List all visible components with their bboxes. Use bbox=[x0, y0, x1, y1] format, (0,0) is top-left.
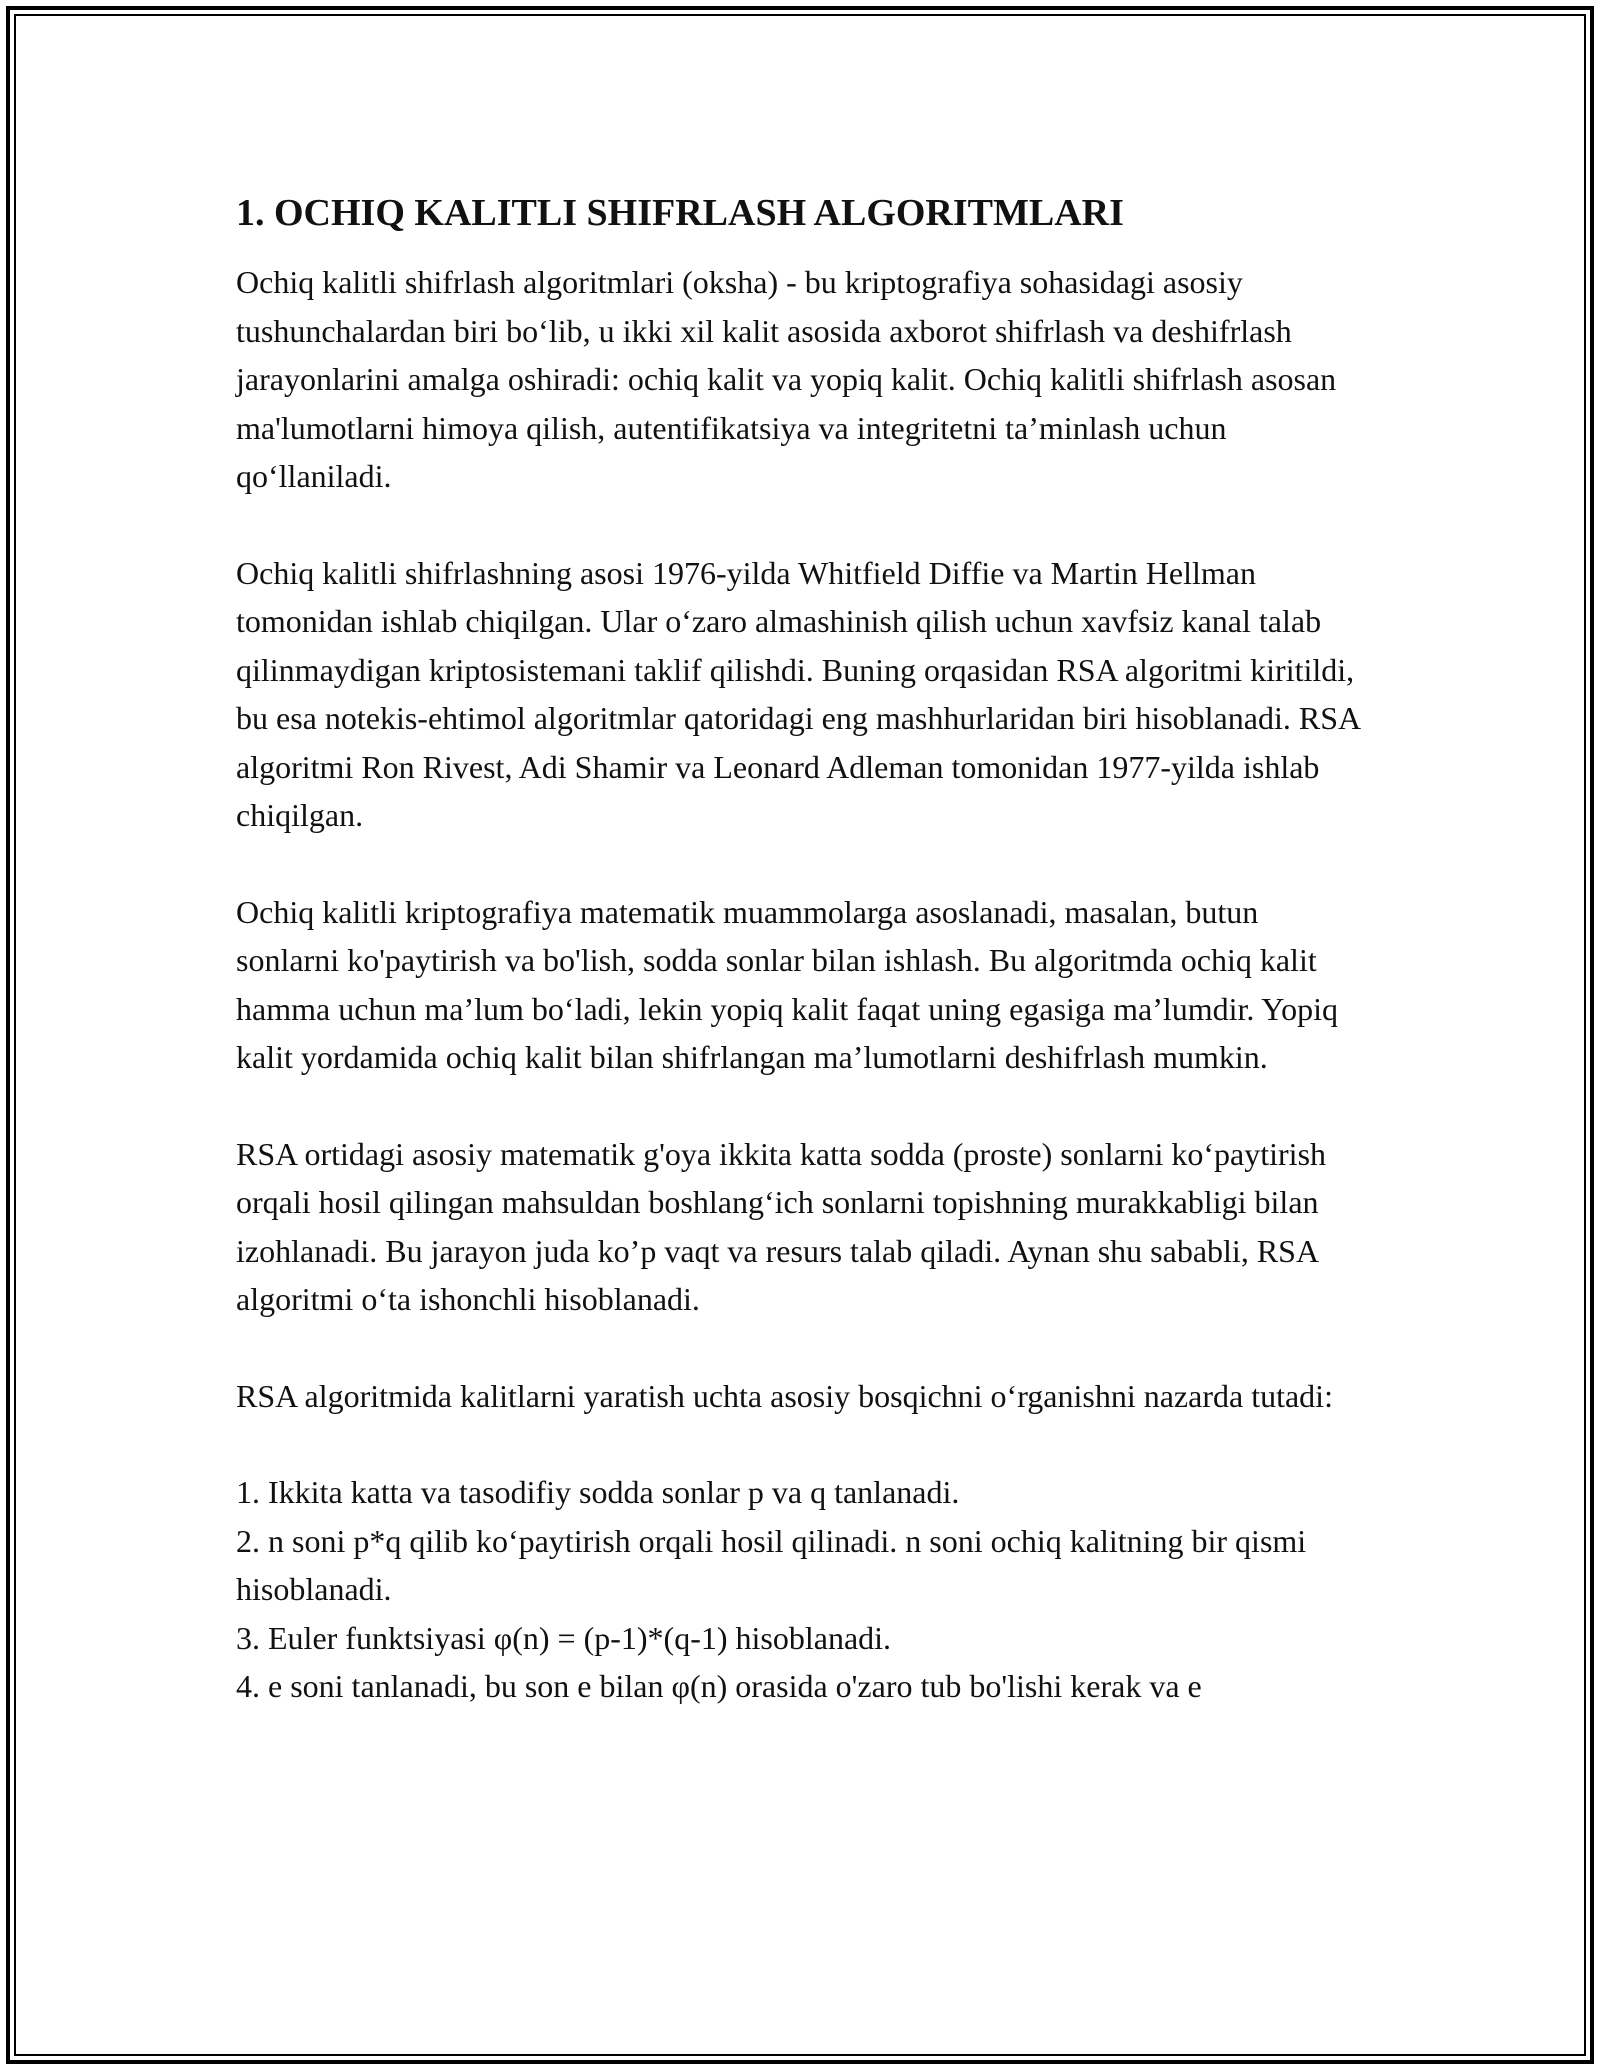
list-item: 1. Ikkita katta va tasodifiy sodda sonlar p va q tanlanadi. bbox=[236, 1474, 960, 1510]
paragraph-rsa-idea: RSA ortidagi asosiy matematik g'oya ikkita katta sodda (proste) sonlarni ko‘paytirish orqali hosil qilingan mahsuldan boshlang‘ich sonlarni topishning murakkabligi bilan izohlanadi. Bu jarayon juda ko’p vaqt va resurs talab qiladi. Aynan shu sababli, RSA algoritmi o‘ta ishonchli hisoblanadi. bbox=[236, 1135, 1327, 1317]
document-content bbox=[236, 188, 1366, 1711]
list-item: 2. n soni p*q qilib ko‘paytirish orqali hosil qilinadi. n soni ochiq kalitning bir qismi hisoblanadi. bbox=[236, 1522, 1307, 1607]
paragraph-history: Ochiq kalitli shifrlashning asosi 1976-yilda Whitfield Diffie va Martin Hellman tomonidan ishlab chiqilgan. Ular o‘zaro almashinish qilish uchun xavfsiz kanal talab qilinmaydigan kriptosistemani taklif qilishdi. Buning orqasidan RSA algoritmi kiritildi, bu esa notekis-ehtimol algoritmlar qatoridagi eng mashhurlaridan biri hisoblanadi. RSA algoritmi Ron Rivest, Adi Shamir va Leonard Adleman tomonidan 1977-yilda ishlab chiqilgan. bbox=[236, 554, 1360, 833]
section-heading: 1. OCHIQ KALITLI SHIFRLASH ALGORITMLARI bbox=[236, 192, 1124, 234]
key-generation-steps bbox=[236, 1468, 1366, 1711]
list-item: 4. e soni tanlanadi, bu son e bilan φ(n) orasida o'zaro tub bo'lishi kerak va e bbox=[236, 1668, 1202, 1704]
paragraph-intro: Ochiq kalitli shifrlash algoritmlari (oksha) - bu kriptografiya sohasidagi asosiy tushunchalardan biri bo‘lib, u ikki xil kalit asosida axborot shifrlash va deshifrlash jarayonlarini amalga oshiradi: ochiq kalit va yopiq kalit. Ochiq kalitli shifrlash asosan ma'lumotlarni himoya qilish, autentifikatsiya va integritetni ta’minlash uchun qo‘llaniladi. bbox=[236, 264, 1337, 494]
paragraph-key-generation: RSA algoritmida kalitlarni yaratish uchta asosiy bosqichni o‘rganishni nazarda tutadi: bbox=[236, 1377, 1333, 1414]
paragraph-math-basis: Ochiq kalitli kriptografiya matematik muammolarga asoslanadi, masalan, butun sonlarni ko'paytirish va bo'lish, sodda sonlar bilan ishlash. Bu algoritmda ochiq kalit hamma uchun ma’lum bo‘ladi, lekin yopiq kalit faqat uning egasiga ma’lumdir. Yopiq kalit yordamida ochiq kalit bilan shifrlangan ma’lumotlarni deshifrlash mumkin. bbox=[236, 893, 1339, 1075]
list-item: 3. Euler funktsiyasi φ(n) = (p-1)*(q-1) hisoblanadi. bbox=[236, 1619, 892, 1656]
